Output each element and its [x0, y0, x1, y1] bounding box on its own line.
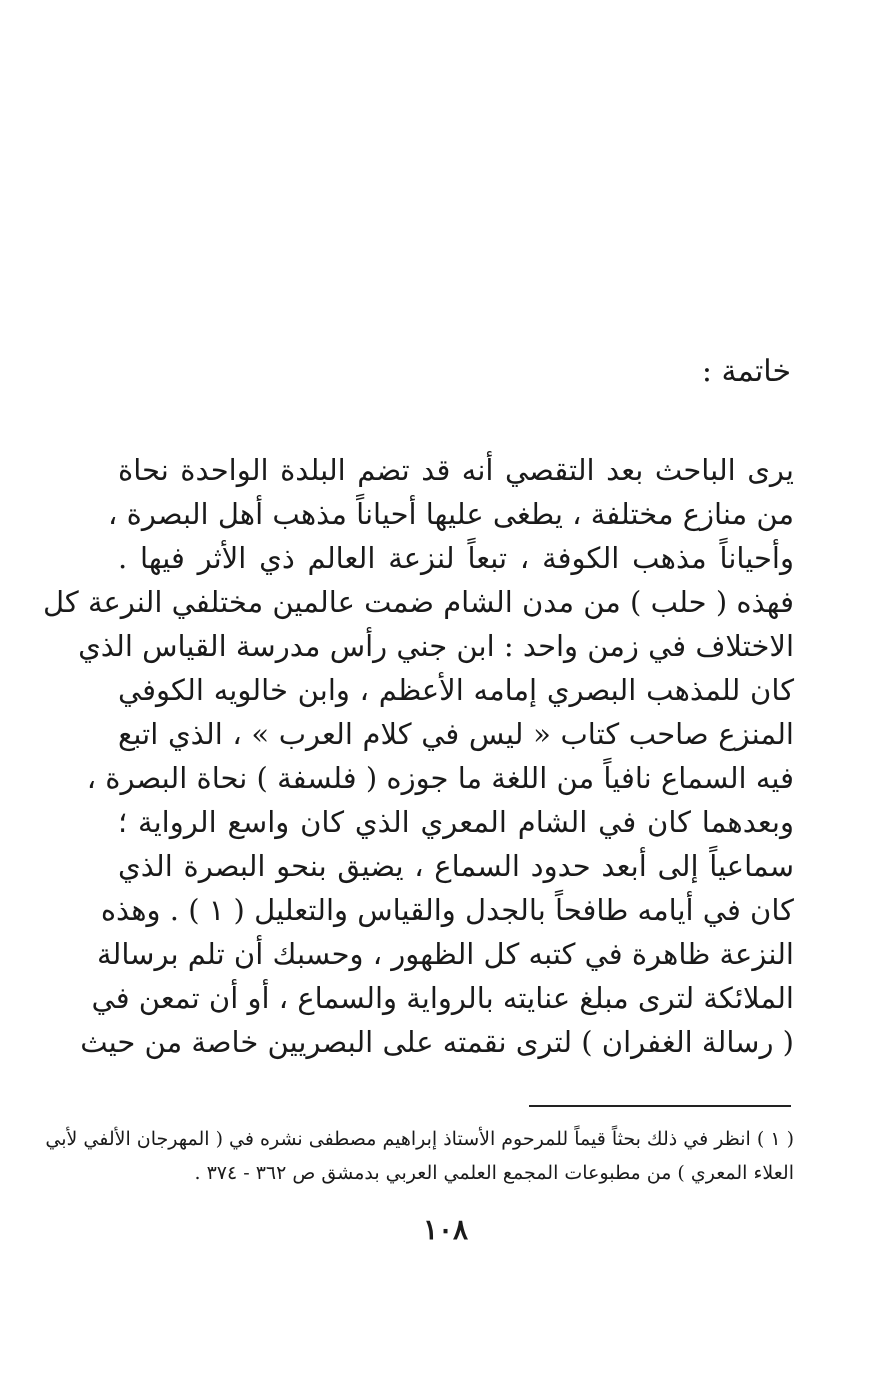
body-paragraph [42, 448, 794, 1064]
body-line: ( رسالة الغفران ) لترى نقمته على البصريين خاصة من حيث [80, 1025, 794, 1059]
footnote [45, 1122, 794, 1190]
body-line: المنزع صاحب كتاب « ليس في كلام العرب » ، الذي اتبع [118, 717, 794, 751]
body-line: كان في أيامه طافحاً بالجدل والقياس والتعليل ( ١ ) . وهذه [100, 893, 794, 927]
body-line: من منازع مختلفة ، يطغى عليها أحياناً مذهب أهل البصرة ، [108, 497, 794, 531]
footnote-line: ( ١ ) انظر في ذلك بحثاً قيماً للمرحوم الأستاذ إبراهيم مصطفى نشره في ( المهرجان الألفي لأبي [45, 1128, 794, 1150]
body-line: الاختلاف في زمن واحد : ابن جني رأس مدرسة القياس الذي [78, 629, 794, 663]
footnote-line: العلاء المعري ) من مطبوعات المجمع العلمي العربي بدمشق ص ٣٦٢ - ٣٧٤ . [194, 1162, 794, 1184]
body-line: وبعدهما كان في الشام المعري الذي كان واسع الرواية ؛ [118, 805, 794, 839]
body-line: فهذه ( حلب ) من مدن الشام ضمت عالمين مختلفي النرعة كل [42, 585, 794, 619]
page-number: ١٠٨ [422, 1213, 469, 1246]
body-line: فيه السماع نافياً من اللغة ما جوزه ( فلسفة ) نحاة البصرة ، [86, 761, 794, 795]
body-line: الملائكة لترى مبلغ عنايته بالرواية والسماع ، أو أن تمعن في [91, 981, 794, 1015]
body-line: سماعياً إلى أبعد حدود السماع ، يضيق بنحو البصرة الذي [118, 849, 794, 883]
body-line: النزعة ظاهرة في كتبه كل الظهور ، وحسبك أن تلم برسالة [96, 937, 794, 971]
body-line: كان للمذهب البصري إمامه الأعظم ، وابن خالويه الكوفي [118, 673, 794, 707]
body-line: وأحياناً مذهب الكوفة ، تبعاً لنزعة العالم ذي الأثر فيها . [118, 541, 794, 575]
footnote-divider [529, 1105, 791, 1107]
section-heading: خاتمة : [701, 354, 791, 389]
body-line: يرى الباحث بعد التقصي أنه قد تضم البلدة الواحدة نحاة [118, 453, 794, 487]
